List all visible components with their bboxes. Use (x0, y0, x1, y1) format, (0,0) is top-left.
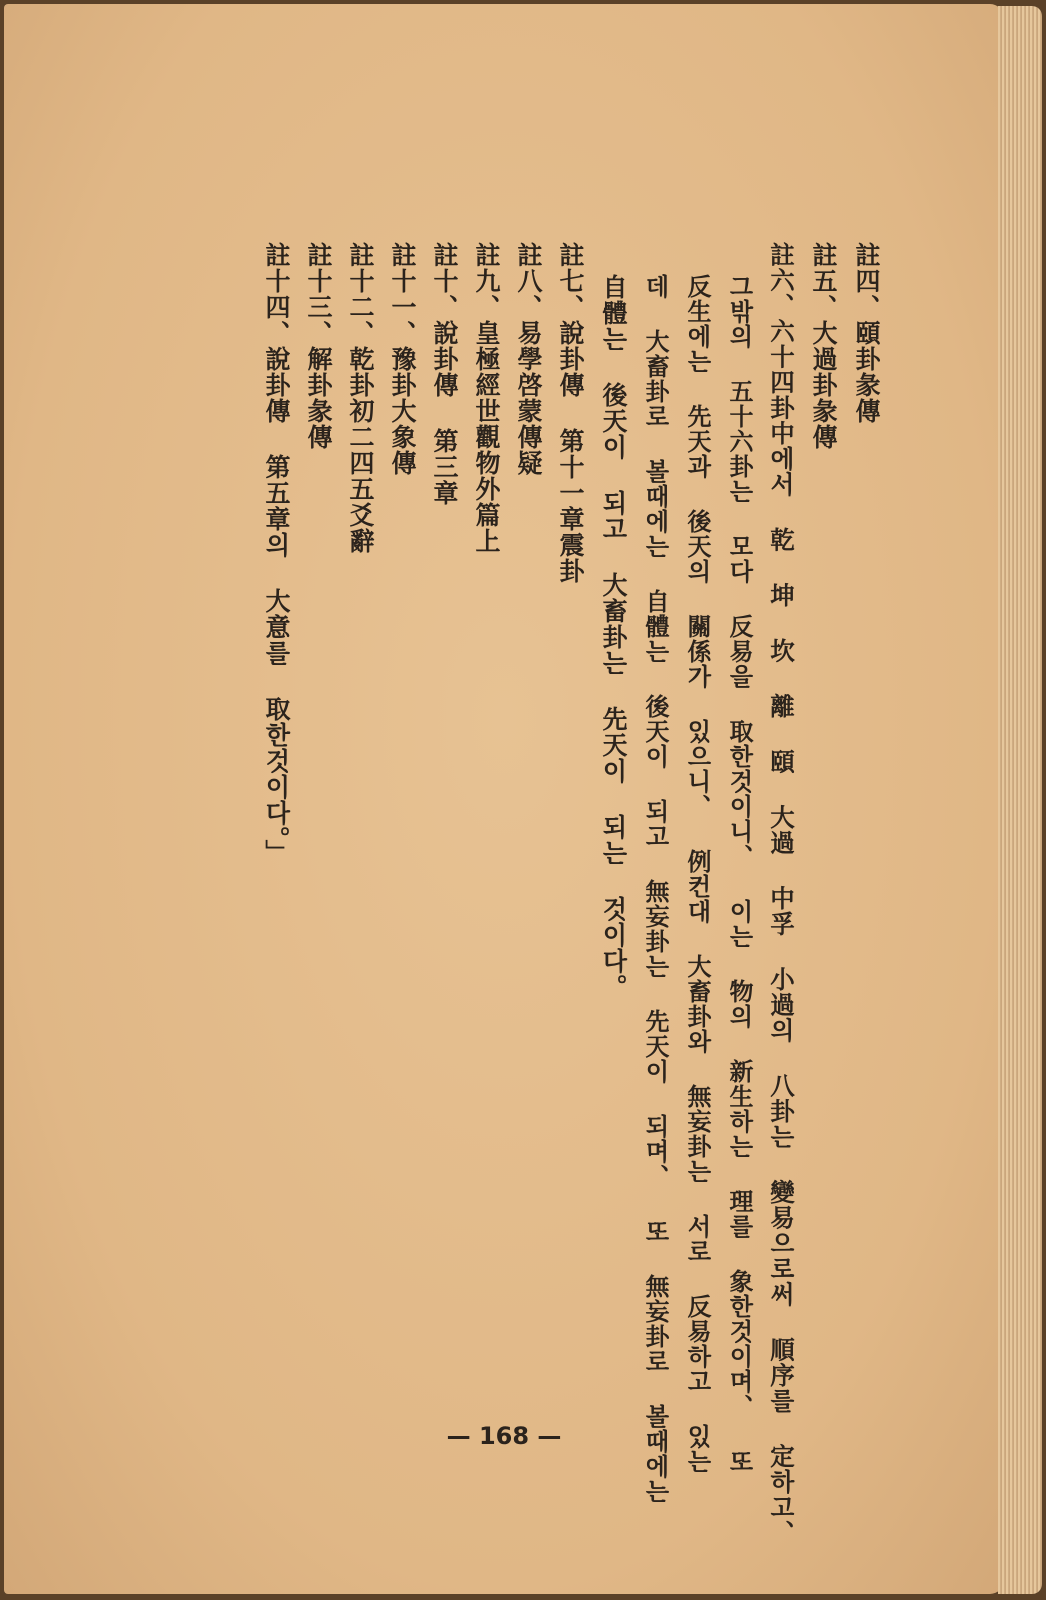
note-8: 註八、易學啓蒙傳疑 (514, 242, 543, 476)
note-9: 註九、皇極經世觀物外篇上 (472, 242, 501, 554)
note-10: 註十、說卦傳 第三章 (430, 242, 459, 506)
note-6-cont-3: 데 大畜卦로 볼때에는 自體는 後天이 되고 無妄卦는 先天이 되며、 또 無妄卦로 볼때에는 (641, 274, 670, 1504)
note-14: 註十四、說卦傳 第五章의 大意를 取한것이다。」 (262, 242, 291, 866)
page-number: — 168 — (446, 1422, 562, 1450)
note-6-cont-1: 그밖의 五十六卦는 모다 反易을 取한것이니、 이는 物의 新生하는 理를 象한것이며、 또 (725, 274, 754, 1474)
note-11: 註十一、豫卦大象傳 (388, 242, 417, 476)
note-6-cont-2: 反生에는 先天과 後天의 關係가 있으니、 例컨대 大畜卦와 無妄卦는 서로 反易하고 있는 (683, 274, 712, 1474)
note-7: 註七、說卦傳 第十一章震卦 (556, 242, 585, 584)
note-5: 註五、大過卦彖傳 (809, 242, 838, 450)
note-4: 註四、頤卦彖傳 (852, 242, 881, 424)
note-6: 註六、六十四卦中에서 乾 坤 坎 離 頤 大過 中孚 小過의 八卦는 變易으로써 順序를 定하고、 (767, 242, 796, 1546)
note-12: 註十二、乾卦初二四五爻辭 (346, 242, 375, 554)
note-6-cont-4: 自體는 後天이 되고 大畜卦는 先天이 되는 것이다。 (599, 274, 628, 1000)
page-edges (998, 6, 1042, 1594)
book-page (4, 4, 1004, 1594)
note-13: 註十三、解卦彖傳 (304, 242, 333, 450)
